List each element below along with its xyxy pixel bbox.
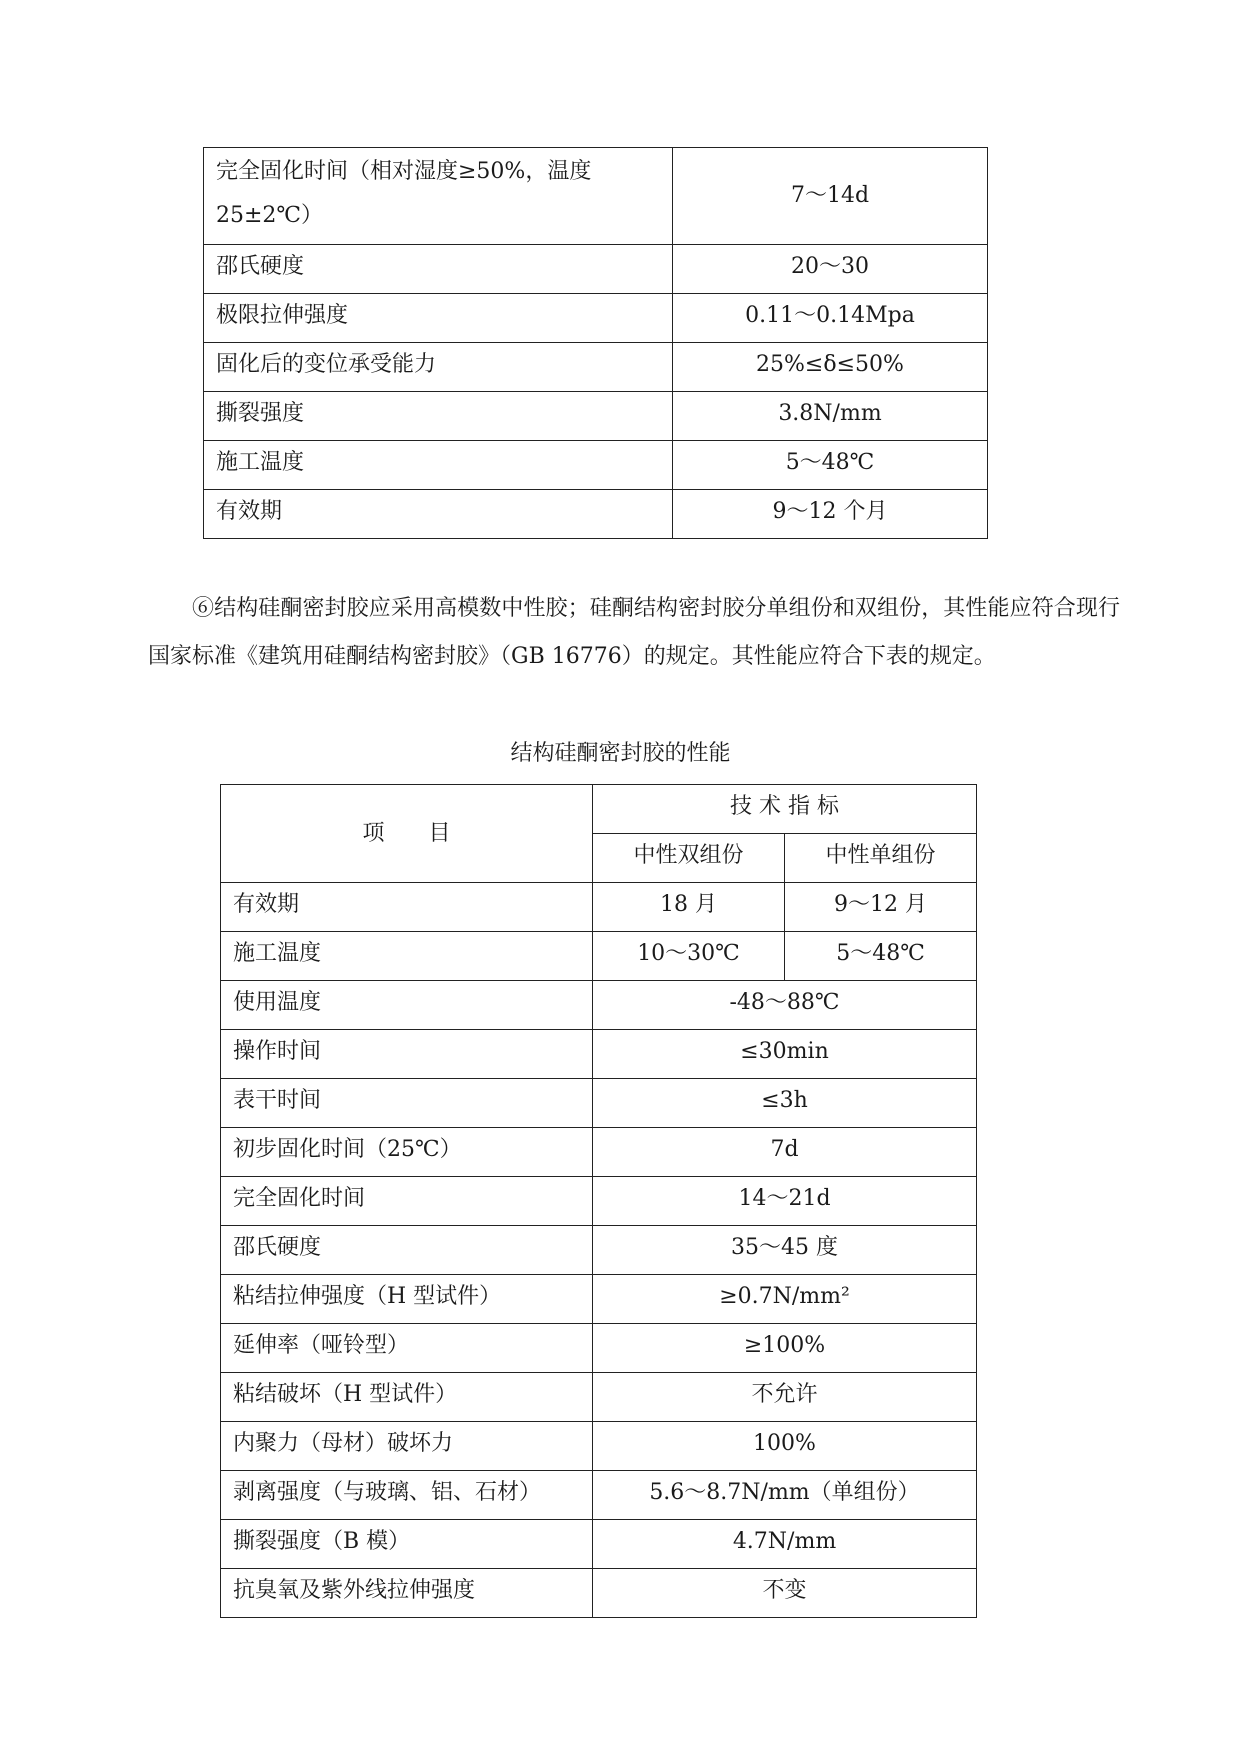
- table-row: [221, 1079, 977, 1128]
- value-cell: 不变: [593, 1569, 977, 1618]
- header-single-cell: 中性单组份: [785, 834, 977, 883]
- value-cell: 35～45 度: [593, 1226, 977, 1275]
- header-row: [221, 785, 977, 834]
- item-cell: 极限拉伸强度: [204, 294, 673, 343]
- table-row: [221, 932, 977, 981]
- item-cell: 施工温度: [204, 441, 673, 490]
- table-row: [204, 148, 988, 245]
- item-cell: 初步固化时间（25℃）: [221, 1128, 593, 1177]
- item-cell: 固化后的变位承受能力: [204, 343, 673, 392]
- item-cell: 完全固化时间: [221, 1177, 593, 1226]
- header-spec-cell: 技 术 指 标: [593, 785, 977, 834]
- value-cell: 5.6～8.7N/mm（单组份）: [593, 1471, 977, 1520]
- header-item-cell: 项 目: [221, 785, 593, 883]
- item-cell: 邵氏硬度: [204, 245, 673, 294]
- table-row: [221, 1177, 977, 1226]
- value-cell: 5～48℃: [673, 441, 988, 490]
- item-cell: 撕裂强度（B 模）: [221, 1520, 593, 1569]
- item-cell: 粘结破坏（H 型试件）: [221, 1373, 593, 1422]
- item-cell: 操作时间: [221, 1030, 593, 1079]
- table-row: [204, 343, 988, 392]
- value-cell: ≥0.7N/mm²: [593, 1275, 977, 1324]
- single-value-cell: 5～48℃: [785, 932, 977, 981]
- value-cell: -48～88℃: [593, 981, 977, 1030]
- table-row: [221, 1471, 977, 1520]
- value-cell: 3.8N/mm: [673, 392, 988, 441]
- table-row: [221, 1226, 977, 1275]
- value-cell: 25%≤δ≤50%: [673, 343, 988, 392]
- item-cell: 抗臭氧及紫外线拉伸强度: [221, 1569, 593, 1618]
- item-cell: 使用温度: [221, 981, 593, 1030]
- item-cell: 粘结拉伸强度（H 型试件）: [221, 1275, 593, 1324]
- item-cell: 有效期: [204, 490, 673, 539]
- item-cell: 施工温度: [221, 932, 593, 981]
- value-cell: 14～21d: [593, 1177, 977, 1226]
- table-row: [221, 1373, 977, 1422]
- dual-value-cell: 18 月: [593, 883, 785, 932]
- table-row: [221, 1030, 977, 1079]
- item-cell: 完全固化时间（相对湿度≥50%，温度 25±2℃）: [204, 148, 673, 245]
- table-caption: 结构硅酮密封胶的性能: [510, 741, 731, 766]
- table-row: [221, 883, 977, 932]
- item-cell: 延伸率（哑铃型）: [221, 1324, 593, 1373]
- value-cell: ≥100%: [593, 1324, 977, 1373]
- value-cell: 20～30: [673, 245, 988, 294]
- value-cell: ≤3h: [593, 1079, 977, 1128]
- table-row: [221, 1324, 977, 1373]
- item-cell: 内聚力（母材）破坏力: [221, 1422, 593, 1471]
- item-cell: 有效期: [221, 883, 593, 932]
- value-cell: ≤30min: [593, 1030, 977, 1079]
- value-cell: 7d: [593, 1128, 977, 1177]
- table-row: [204, 294, 988, 343]
- value-cell: 9～12 个月: [673, 490, 988, 539]
- properties-table-continued: [203, 147, 988, 539]
- table-row: [221, 981, 977, 1030]
- value-cell: 100%: [593, 1422, 977, 1471]
- table-row: [221, 1520, 977, 1569]
- header-dual-cell: 中性双组份: [593, 834, 785, 883]
- item-cell: 邵氏硬度: [221, 1226, 593, 1275]
- structural-sealant-properties-table: [220, 784, 977, 1618]
- body-paragraph: ⑥结构硅酮密封胶应采用高模数中性胶；硅酮结构密封胶分单组份和双组份，其性能应符合现行国家标准《建筑用硅酮结构密封胶》（GB 16776）的规定。其性能应符合下表的规定。: [148, 596, 1120, 669]
- table-row: [221, 1128, 977, 1177]
- table-row: [221, 1569, 977, 1618]
- value-cell: 4.7N/mm: [593, 1520, 977, 1569]
- table-row: [221, 1422, 977, 1471]
- value-cell: 0.11～0.14Mpa: [673, 294, 988, 343]
- table-row: [204, 245, 988, 294]
- item-cell: 撕裂强度: [204, 392, 673, 441]
- table-row: [204, 392, 988, 441]
- item-cell: 表干时间: [221, 1079, 593, 1128]
- single-value-cell: 9～12 月: [785, 883, 977, 932]
- table-row: [221, 1275, 977, 1324]
- table-row: [204, 441, 988, 490]
- item-cell: 剥离强度（与玻璃、铝、石材）: [221, 1471, 593, 1520]
- table-row: [204, 490, 988, 539]
- dual-value-cell: 10～30℃: [593, 932, 785, 981]
- value-cell: 不允许: [593, 1373, 977, 1422]
- value-cell: 7～14d: [673, 148, 988, 245]
